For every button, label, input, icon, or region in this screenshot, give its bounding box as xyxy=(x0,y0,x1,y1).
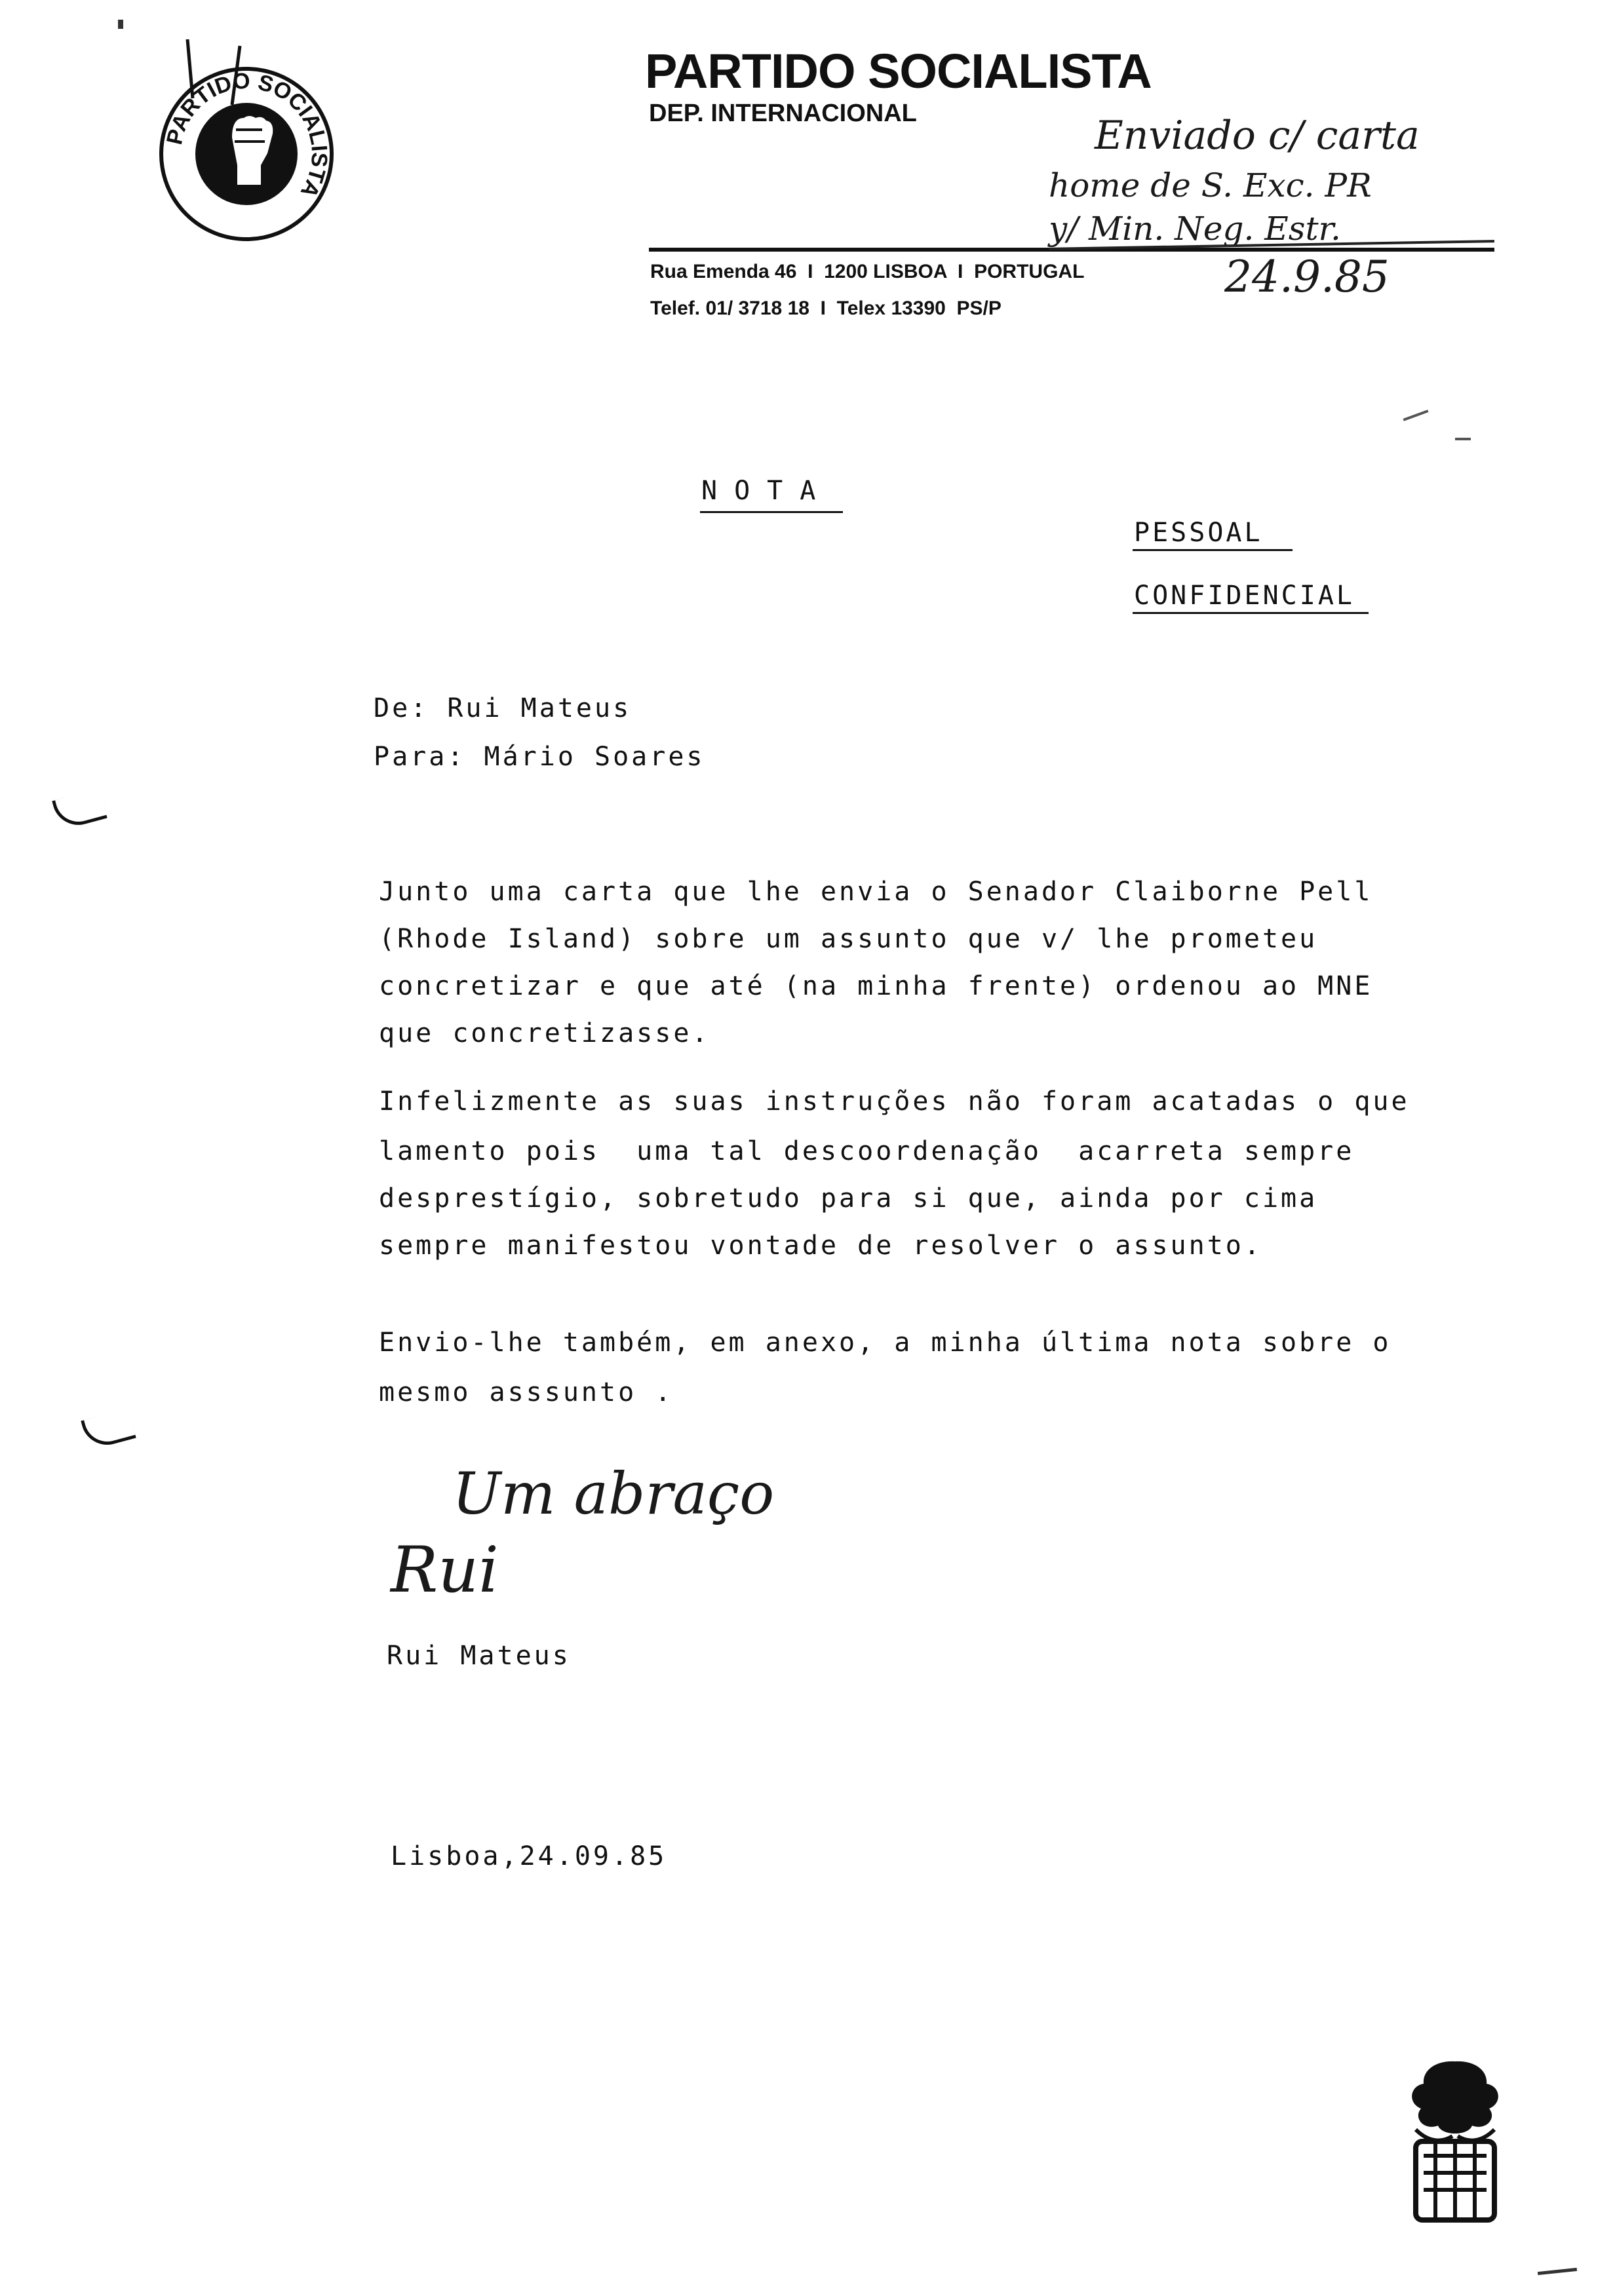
organization-name: PARTIDO SOCIALISTA xyxy=(645,44,1152,98)
paragraph2-line: lamento pois uma tal descoordenação acarreta sempre xyxy=(379,1136,1355,1166)
party-emblem-logo xyxy=(1390,2057,1521,2228)
pessoal-underline xyxy=(1133,549,1293,551)
address-line: Rua Emenda 46 I 1200 LISBOA I PORTUGAL xyxy=(650,261,1085,282)
stray-mark xyxy=(1538,2268,1577,2275)
paragraph1-line: que concretizasse. xyxy=(379,1018,710,1048)
corner-mark xyxy=(118,20,123,29)
party-seal-logo xyxy=(155,39,338,242)
paragraph1-line: Junto uma carta que lhe envia o Senador Claiborne Pell xyxy=(379,877,1373,907)
confidencial-underline xyxy=(1133,612,1369,614)
title-underline xyxy=(700,511,843,513)
stray-mark xyxy=(1403,410,1429,421)
phone-line: Telef. 01/ 3718 18 I Telex 13390 PS/P xyxy=(650,297,1002,319)
margin-mark xyxy=(52,788,107,831)
from-line: De: Rui Mateus xyxy=(374,693,632,723)
paragraph3-line: Envio-lhe também, em anexo, a minha última nota sobre o xyxy=(379,1328,1391,1358)
paragraph3-line: mesmo asssunto . xyxy=(379,1377,674,1407)
handwritten-note-line3: y/ Min. Neg. Estr. xyxy=(1049,210,1341,248)
typed-signature: Rui Mateus xyxy=(387,1641,571,1671)
classification-pessoal: PESSOAL xyxy=(1134,518,1263,548)
handwritten-note-line1: Enviado c/ carta xyxy=(1095,113,1420,159)
classification-confidencial: CONFIDENCIAL xyxy=(1134,581,1355,611)
paragraph2-line: Infelizmente as suas instruções não foram acatadas o que xyxy=(379,1086,1410,1117)
paragraph2-line: sempre manifestou vontade de resolver o assunto. xyxy=(379,1231,1262,1261)
handwritten-note-line2: home de S. Exc. PR xyxy=(1049,166,1372,204)
to-line: Para: Mário Soares xyxy=(374,742,705,772)
margin-mark xyxy=(81,1408,136,1451)
stray-mark xyxy=(1455,438,1471,440)
paragraph1-line: concretizar e que até (na minha frente) ordenou ao MNE xyxy=(379,971,1373,1001)
handwritten-signature: Rui xyxy=(391,1533,499,1607)
paragraph2-line: desprestígio, sobretudo para si que, ainda por cima xyxy=(379,1183,1318,1214)
paragraph1-line: (Rhode Island) sobre um assunto que v/ lhe prometeu xyxy=(379,924,1318,954)
department-name: DEP. INTERNACIONAL xyxy=(649,100,917,127)
date-line: Lisboa,24.09.85 xyxy=(391,1841,667,1871)
handwritten-date: 24.9.85 xyxy=(1224,252,1390,302)
document-title: NOTA xyxy=(701,476,833,506)
svg-text:PARTIDO SOCIALISTA: PARTIDO SOCIALISTA xyxy=(162,68,332,202)
handwritten-closing: Um abraço xyxy=(452,1460,775,1527)
